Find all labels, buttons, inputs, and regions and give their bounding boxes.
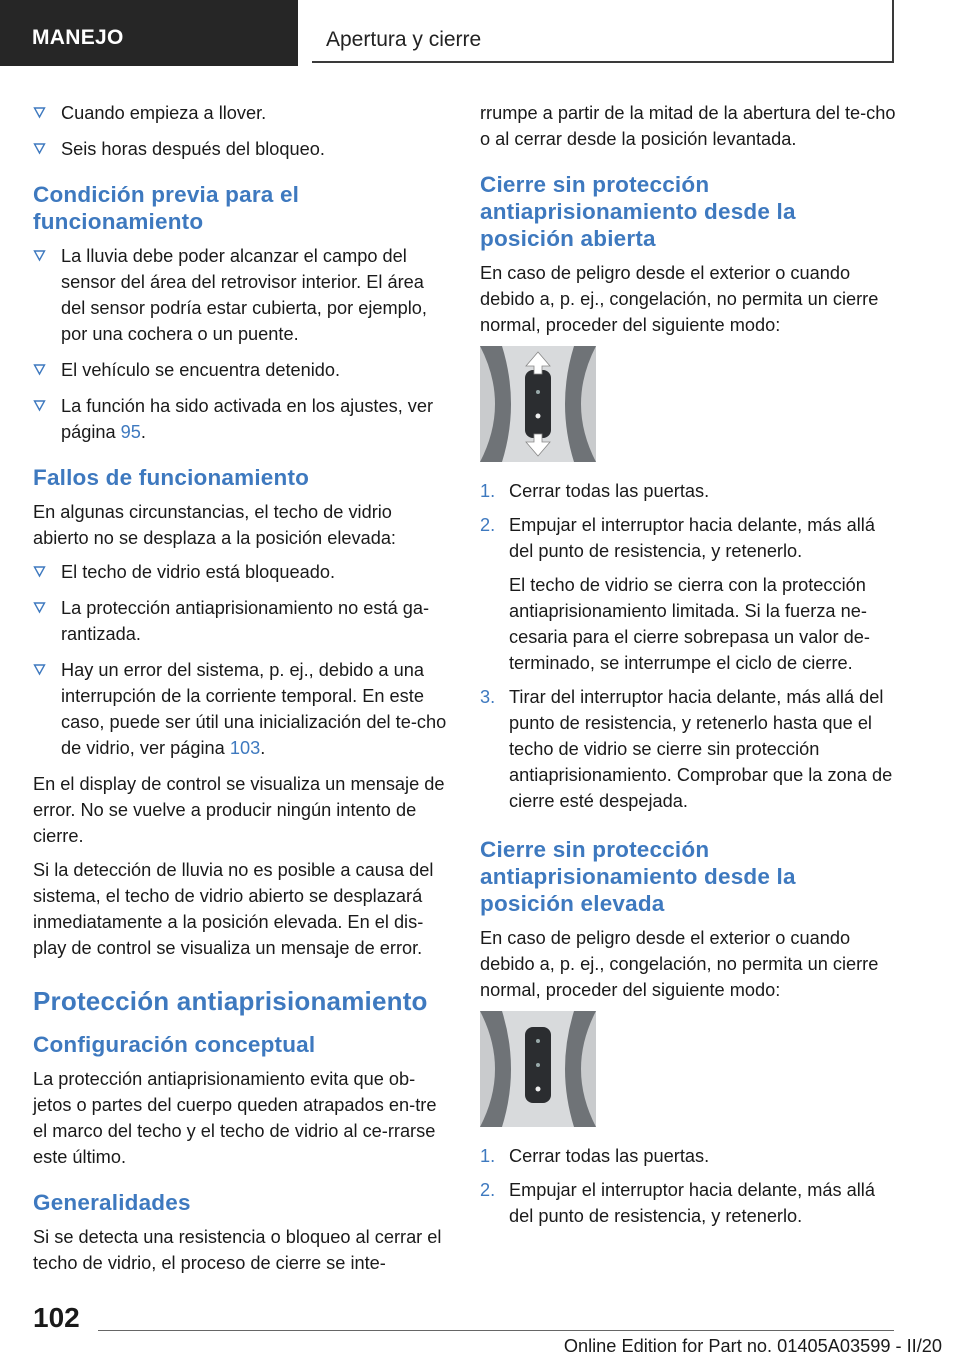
step-number: 1. (480, 481, 496, 501)
list-item (33, 595, 447, 647)
list-item (33, 100, 447, 126)
bullet-triangle-icon (33, 249, 46, 262)
edition-note: Online Edition for Part no. 01405A03599 - II/20 (563, 1336, 942, 1356)
bullet-text-end: . (260, 738, 266, 758)
heading-elevada: Cierre sin protección antiaprisionamiento desde la posición elevada (480, 837, 796, 916)
step-text: Cerrar todas las puertas. (509, 1146, 710, 1166)
page-link-103[interactable]: 103 (229, 738, 261, 758)
paragraph: rrumpe a partir de la mitad de la abertura del te-cho o al cerrar desde la posición levantada. (480, 103, 896, 149)
bullet-triangle-icon (33, 363, 46, 376)
left-column (33, 100, 447, 1284)
step-note: El techo de vidrio se cierra con la protección antiaprisionamiento limitada. Si la fuerza ne-cesaria para el cierre sobrepasa un valor de-terminado, se interrumpe el ciclo de cierre. (509, 575, 870, 673)
paragraph: En caso de peligro desde el exterior o cuando debido a, p. ej., congelación, no permita un cierre normal, proceder del siguiente modo: (480, 928, 879, 1000)
numbered-step (480, 512, 896, 564)
bullet-text-end: . (140, 422, 146, 442)
paragraph: En caso de peligro desde el exterior o cuando debido a, p. ej., congelación, no permita un cierre normal, proceder del siguiente modo: (480, 263, 879, 335)
numbered-step (480, 1177, 896, 1229)
bullet-text: El vehículo se encuentra detenido. (61, 360, 341, 380)
heading-config: Configuración conceptual (33, 1032, 316, 1057)
bullet-triangle-icon (33, 142, 46, 155)
bullet-text: Cuando empieza a llover. (61, 103, 267, 123)
bullet-triangle-icon (33, 601, 46, 614)
bullet-triangle-icon (33, 399, 46, 412)
footer-divider (98, 1330, 894, 1331)
bullet-text: Seis horas después del bloqueo. (61, 139, 325, 159)
paragraph: Si se detecta una resistencia o bloqueo al cerrar el techo de vidrio, el proceso de cierre se inte- (33, 1227, 442, 1273)
roof-switch-figure (480, 346, 596, 462)
right-column (480, 100, 896, 1237)
roof-switch-figure (480, 1011, 596, 1127)
chapter-title: Apertura y cierre (312, 0, 894, 63)
bullet-triangle-icon (33, 106, 46, 119)
step-text: Tirar del interruptor hacia delante, más allá del punto de resistencia, y retenerlo hasta que el techo de vidrio se cierre sin protección antiaprisionamiento. Comprobar que la zona de cierre esté despejada. (509, 687, 893, 811)
list-item (33, 357, 447, 383)
heading-condicion: Condición previa para el funcionamiento (33, 182, 300, 234)
bullet-triangle-icon (33, 565, 46, 578)
heading-proteccion: Protección antiaprisionamiento (33, 986, 428, 1016)
list-item (33, 136, 447, 162)
bullet-triangle-icon (33, 663, 46, 676)
paragraph: Si la detección de lluvia no es posible a causa del sistema, el techo de vidrio abierto se desplazará inmediatamente a la posición elevada. En el dis-play de control se visualiza un mensaje de error. (33, 860, 434, 958)
section-tab: MANEJO (0, 0, 298, 66)
bullet-text: La función ha sido activada en los ajustes, ver página (61, 396, 434, 442)
step-number: 2. (480, 515, 496, 535)
paragraph: La protección antiaprisionamiento evita que ob-jetos o partes del cuerpo queden atrapados en-tre el marco del techo y el techo de vidrio al ce-rrarse este último. (33, 1069, 437, 1167)
paragraph: En el display de control se visualiza un mensaje de error. No se vuelve a producir ningún intento de cierre. (33, 774, 445, 846)
paragraph: En algunas circunstancias, el techo de vidrio abierto no se desplaza a la posición elevada: (33, 502, 396, 548)
step-number: 1. (480, 1146, 496, 1166)
list-item (33, 243, 447, 347)
page-link-95[interactable]: 95 (120, 422, 141, 442)
list-item (33, 657, 447, 761)
heading-fallos: Fallos de funcionamiento (33, 465, 310, 490)
numbered-step (480, 1143, 896, 1169)
bullet-text: Hay un error del sistema, p. ej., debido a una interrupción de la corriente temporal. En este caso, puede ser útil una inicialización del te-cho de vidrio, ver página (61, 660, 447, 758)
bullet-text: La protección antiaprisionamiento no está ga-rantizada. (61, 598, 430, 644)
heading-abierta: Cierre sin protección antiaprisionamiento desde la posición abierta (480, 172, 796, 251)
page-number: 102 (33, 1302, 80, 1333)
page-header (0, 0, 960, 66)
step-text: Empujar el interruptor hacia delante, más allá del punto de resistencia, y retenerlo. (509, 1180, 875, 1226)
step-number: 2. (480, 1180, 496, 1200)
step-text: Cerrar todas las puertas. (509, 481, 710, 501)
numbered-step (480, 478, 896, 504)
step-number: 3. (480, 687, 496, 707)
bullet-text: La lluvia debe poder alcanzar el campo del sensor del área del retrovisor interior. El área del sensor podría estar cubierta, por ejemplo, por una cochera o un puente. (61, 246, 427, 344)
step-text: Empujar el interruptor hacia delante, más allá del punto de resistencia, y retenerlo. (509, 515, 875, 561)
bullet-text: El techo de vidrio está bloqueado. (61, 562, 336, 582)
heading-general: Generalidades (33, 1190, 191, 1215)
list-item (33, 393, 447, 445)
list-item (33, 559, 447, 585)
numbered-step (480, 684, 896, 814)
